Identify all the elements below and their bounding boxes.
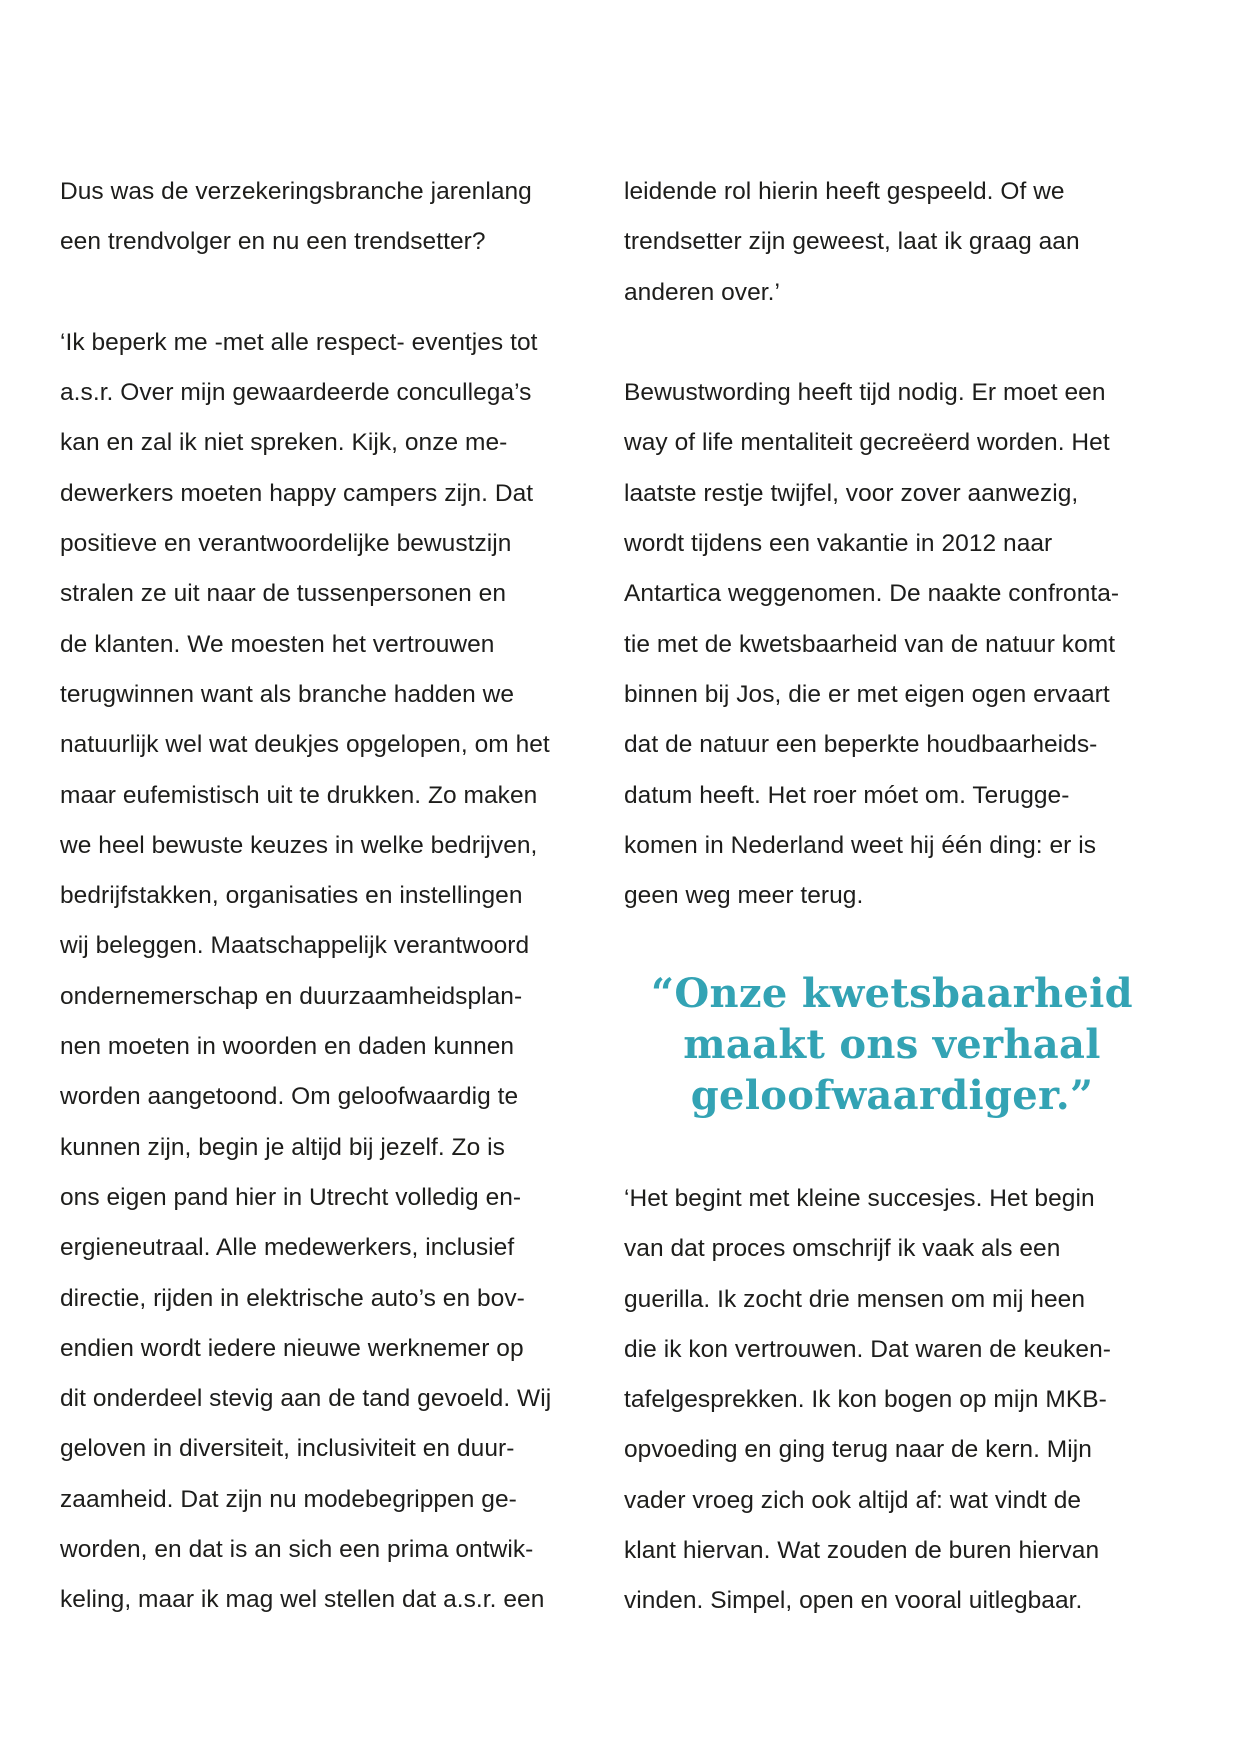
text-line: ‘Het begint met kleine succesjes. Het begin bbox=[624, 1185, 1095, 1212]
text-line: datum heeft. Het roer móet om. Terugge- bbox=[624, 781, 1070, 809]
text-line: worden aangetoond. Om geloofwaardig te bbox=[60, 1083, 519, 1111]
text-line: stralen ze uit naar de tussenpersonen en bbox=[60, 580, 507, 608]
pull-quote bbox=[624, 968, 1160, 1121]
text-line: geen weg meer terug. bbox=[624, 882, 864, 910]
text-line: wij beleggen. Maatschappelijk verantwoord bbox=[60, 932, 530, 960]
text-line: klant hiervan. Wat zouden de buren hiervan bbox=[624, 1537, 1100, 1565]
text-line: dat de natuur een beperkte houdbaarheids- bbox=[624, 731, 1098, 759]
text-line: way of life mentaliteit gecreëerd worden. Het bbox=[624, 429, 1110, 457]
text-line: binnen bij Jos, die er met eigen ogen ervaart bbox=[624, 680, 1110, 708]
left-text-column bbox=[60, 167, 600, 1626]
text-line: Antartica weggenomen. De naakte confronta- bbox=[624, 580, 1120, 608]
text-line: tie met de kwetsbaarheid van de natuur komt bbox=[624, 630, 1116, 658]
pull-quote-line: geloofwaardiger.” bbox=[690, 1072, 1094, 1119]
text-line: Dus was de verzekeringsbranche jarenlang bbox=[60, 178, 532, 205]
text-line: maar eufemistisch uit te drukken. Zo maken bbox=[60, 781, 538, 809]
text-line: ergieneutraal. Alle medewerkers, inclusief bbox=[60, 1234, 515, 1262]
pull-quote-line: “Onze kwetsbaarheid bbox=[651, 970, 1133, 1017]
text-line: kunnen zijn, begin je altijd bij jezelf. Zo is bbox=[60, 1133, 505, 1161]
right-text-column-bottom bbox=[624, 1174, 1184, 1627]
paragraph-gap bbox=[60, 268, 600, 318]
text-line: terugwinnen want als branche hadden we bbox=[60, 680, 515, 708]
text-line: de klanten. We moesten het vertrouwen bbox=[60, 630, 495, 658]
text-line: endien wordt iedere nieuwe werknemer op bbox=[60, 1334, 524, 1362]
text-line: keling, maar ik mag wel stellen dat a.s.r. een bbox=[60, 1586, 545, 1614]
text-line: van dat proces omschrijf ik vaak als een bbox=[624, 1235, 1061, 1263]
text-line: ondernemerschap en duurzaamheidsplan- bbox=[60, 982, 523, 1010]
text-line: worden, en dat is an sich een prima ontwik- bbox=[60, 1536, 534, 1564]
text-line: leidende rol hierin heeft gespeeld. Of we bbox=[624, 178, 1065, 205]
paragraph-gap bbox=[624, 318, 1184, 368]
text-line: positieve en verantwoordelijke bewustzijn bbox=[60, 530, 512, 558]
text-line: vinden. Simpel, open en vooral uitlegbaar. bbox=[624, 1587, 1083, 1615]
text-line: zaamheid. Dat zijn nu modebegrippen ge- bbox=[60, 1485, 517, 1513]
text-line: nen moeten in woorden en daden kunnen bbox=[60, 1033, 515, 1061]
text-line: a.s.r. Over mijn gewaardeerde concullega’s bbox=[60, 379, 532, 407]
text-line: laatste restje twijfel, voor zover aanwezig, bbox=[624, 479, 1079, 507]
text-line: wordt tijdens een vakantie in 2012 naar bbox=[624, 530, 1053, 558]
text-line: bedrijfstakken, organisaties en instellingen bbox=[60, 882, 523, 910]
text-line: dit onderdeel stevig aan de tand gevoeld. Wij bbox=[60, 1385, 552, 1413]
text-line: kan en zal ik niet spreken. Kijk, onze me- bbox=[60, 429, 508, 457]
text-line: vader vroeg zich ook altijd af: wat vindt de bbox=[624, 1486, 1082, 1514]
text-line: geloven in diversiteit, inclusiviteit en duur- bbox=[60, 1435, 515, 1463]
text-line: ‘Ik beperk me -met alle respect- eventjes tot bbox=[60, 328, 538, 356]
text-line: komen in Nederland weet hij één ding: er is bbox=[624, 831, 1097, 859]
text-line: anderen over.’ bbox=[624, 278, 780, 306]
text-line: dewerkers moeten happy campers zijn. Dat bbox=[60, 479, 534, 507]
text-line: natuurlijk wel wat deukjes opgelopen, om het bbox=[60, 731, 550, 759]
pull-quote-line: maakt ons verhaal bbox=[683, 1021, 1101, 1068]
text-line: die ik kon vertrouwen. Dat waren de keuken- bbox=[624, 1335, 1111, 1363]
text-line: we heel bewuste keuzes in welke bedrijven, bbox=[60, 831, 538, 859]
right-text-column-top bbox=[624, 167, 1184, 921]
text-line: Bewustwording heeft tijd nodig. Er moet een bbox=[624, 379, 1106, 407]
text-line: trendsetter zijn geweest, laat ik graag aan bbox=[624, 228, 1080, 256]
text-line: tafelgesprekken. Ik kon bogen op mijn MKB- bbox=[624, 1386, 1107, 1414]
text-line: opvoeding en ging terug naar de kern. Mijn bbox=[624, 1436, 1092, 1464]
text-line: een trendvolger en nu een trendsetter? bbox=[60, 228, 486, 256]
text-line: ons eigen pand hier in Utrecht volledig en- bbox=[60, 1183, 522, 1211]
text-line: guerilla. Ik zocht drie mensen om mij heen bbox=[624, 1285, 1086, 1313]
text-line: directie, rijden in elektrische auto’s en bov- bbox=[60, 1284, 525, 1312]
